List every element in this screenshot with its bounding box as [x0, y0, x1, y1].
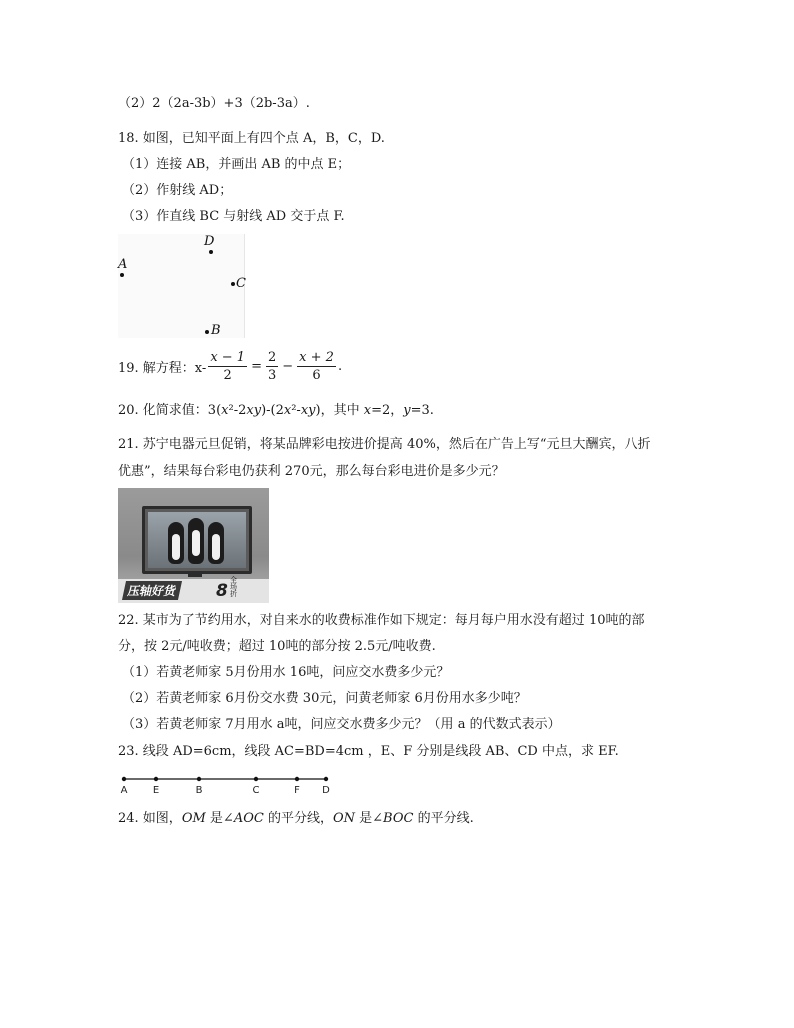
point-label-c: C: [236, 276, 246, 291]
point-c-dot: [231, 282, 235, 286]
q20-seg-d: ²-: [291, 403, 301, 418]
q24-seg-b: 是∠: [205, 811, 234, 826]
penguin-icon: [208, 522, 224, 564]
point-b-dot: [205, 330, 209, 334]
q24-aoc: AOC: [233, 811, 264, 826]
q20-var-y: y: [403, 403, 411, 418]
fraction-1-denominator: 2: [223, 367, 232, 383]
q20-seg-c: )-(2: [261, 403, 284, 418]
q20-var-x2: x: [283, 403, 292, 418]
penguin-icon: [188, 518, 204, 564]
fraction-2: [266, 349, 278, 384]
problem-22-part-1: （1）若黄老师家 5月份用水 16吨，问应交水费多少元？: [122, 665, 450, 680]
segment-label-e: E: [152, 785, 160, 796]
segment-label-b: B: [195, 785, 203, 796]
q24-on: ON: [332, 811, 355, 826]
penguin-icon: [168, 522, 184, 564]
equals-sign: =: [251, 358, 262, 374]
q24-om: OM: [181, 811, 206, 826]
minus-sign: −: [282, 358, 294, 374]
fraction-3-numerator: x + 2: [299, 349, 334, 365]
problem-19-prefix: 19. 解方程：x-: [118, 360, 207, 376]
problem-19-end: .: [337, 358, 343, 374]
tv-icon: [142, 506, 252, 574]
q20-var-xy1: xy: [246, 403, 262, 418]
problem-22-part-3: （3）若黄老师家 7月用水 a吨，问应交水费多少元？（用 a 的代数式表示）: [122, 717, 561, 732]
q24-seg-c: 的平分线，: [263, 811, 333, 826]
point-a-dot: [120, 273, 124, 277]
problem-18-part-3: （3）作直线 BC 与射线 AD 交于点 F.: [122, 209, 345, 224]
q24-seg-e: 的平分线.: [413, 811, 474, 826]
problem-18-stem: 18. 如图，已知平面上有四个点 A，B，C，D.: [118, 131, 385, 146]
q20-var-x1: x: [221, 403, 229, 418]
fraction-2-numerator: 2: [267, 349, 277, 365]
q20-seg-a: 20. 化简求值：3(: [118, 403, 222, 418]
problem-17-part-2: （2）2（2a-3b）+3（2b-3a）.: [118, 96, 310, 111]
problem-21-line-1: 21. 苏宁电器元旦促销，将某品牌彩电按进价提高 40%，然后在广告上写“元旦大酬宾，八折: [118, 437, 651, 452]
banner-left-text: 压轴好货: [122, 581, 182, 600]
q20-seg-b: ²-2: [228, 403, 247, 418]
point-label-b: B: [211, 323, 221, 338]
problem-23: 23. 线段 AD=6cm，线段 AC=BD=4cm ，E、F 分别是线段 AB、CD 中点，求 EF.: [118, 744, 619, 759]
fraction-3-denominator: 6: [312, 367, 321, 383]
problem-21-line-2: 优惠”，结果每台彩电仍获利 270元，那么每台彩电进价是多少元？: [118, 464, 505, 479]
tv-stand: [188, 571, 202, 577]
segment-line: [118, 772, 338, 786]
segment-figure: [118, 772, 338, 800]
banner-small-text: 全场 折: [230, 576, 237, 598]
fraction-2-denominator: 3: [267, 367, 277, 383]
points-figure: [118, 234, 245, 338]
tv-advert-photo: [118, 488, 269, 603]
fraction-1-numerator: x − 1: [210, 349, 246, 365]
problem-22-line-1: 22. 某市为了节约用水，对自来水的收费标准作如下规定：每月每户用水没有超过 10吨的部: [118, 613, 645, 628]
problem-18-part-2: （2）作射线 AD；: [122, 183, 233, 198]
advert-banner: [118, 576, 269, 603]
problem-20: [118, 402, 434, 420]
point-label-d: D: [204, 234, 215, 249]
segment-label-d: D: [322, 785, 330, 796]
banner-discount-number: 8: [216, 581, 228, 601]
tv-screen: [148, 512, 246, 568]
segment-label-c: C: [252, 785, 260, 796]
q20-seg-f: =2，: [371, 403, 404, 418]
problem-18-part-1: （1）连接 AB，并画出 AB 的中点 E；: [122, 157, 351, 172]
segment-label-f: F: [294, 785, 300, 796]
point-d-dot: [209, 250, 213, 254]
problem-22-part-2: （2）若黄老师家 6月份交水费 30元，问黄老师家 6月份用水多少吨？: [122, 691, 527, 706]
problem-24: [118, 810, 474, 828]
q20-seg-g: =3.: [410, 403, 434, 418]
problem-22-line-2: 分，按 2元/吨收费；超过 10吨的部分按 2.5元/吨收费.: [118, 639, 436, 654]
q20-seg-e: )，其中: [315, 403, 364, 418]
q24-boc: BOC: [383, 811, 414, 826]
fraction-1: [208, 349, 247, 384]
q20-var-xy2: xy: [300, 403, 316, 418]
fraction-3: [297, 349, 336, 384]
q20-var-x3: x: [363, 403, 372, 418]
q24-seg-d: 是∠: [355, 811, 384, 826]
segment-label-a: A: [120, 785, 128, 796]
point-label-a: A: [118, 257, 128, 272]
q24-seg-a: 24. 如图，: [118, 811, 182, 826]
problem-19-equation: [118, 344, 342, 388]
